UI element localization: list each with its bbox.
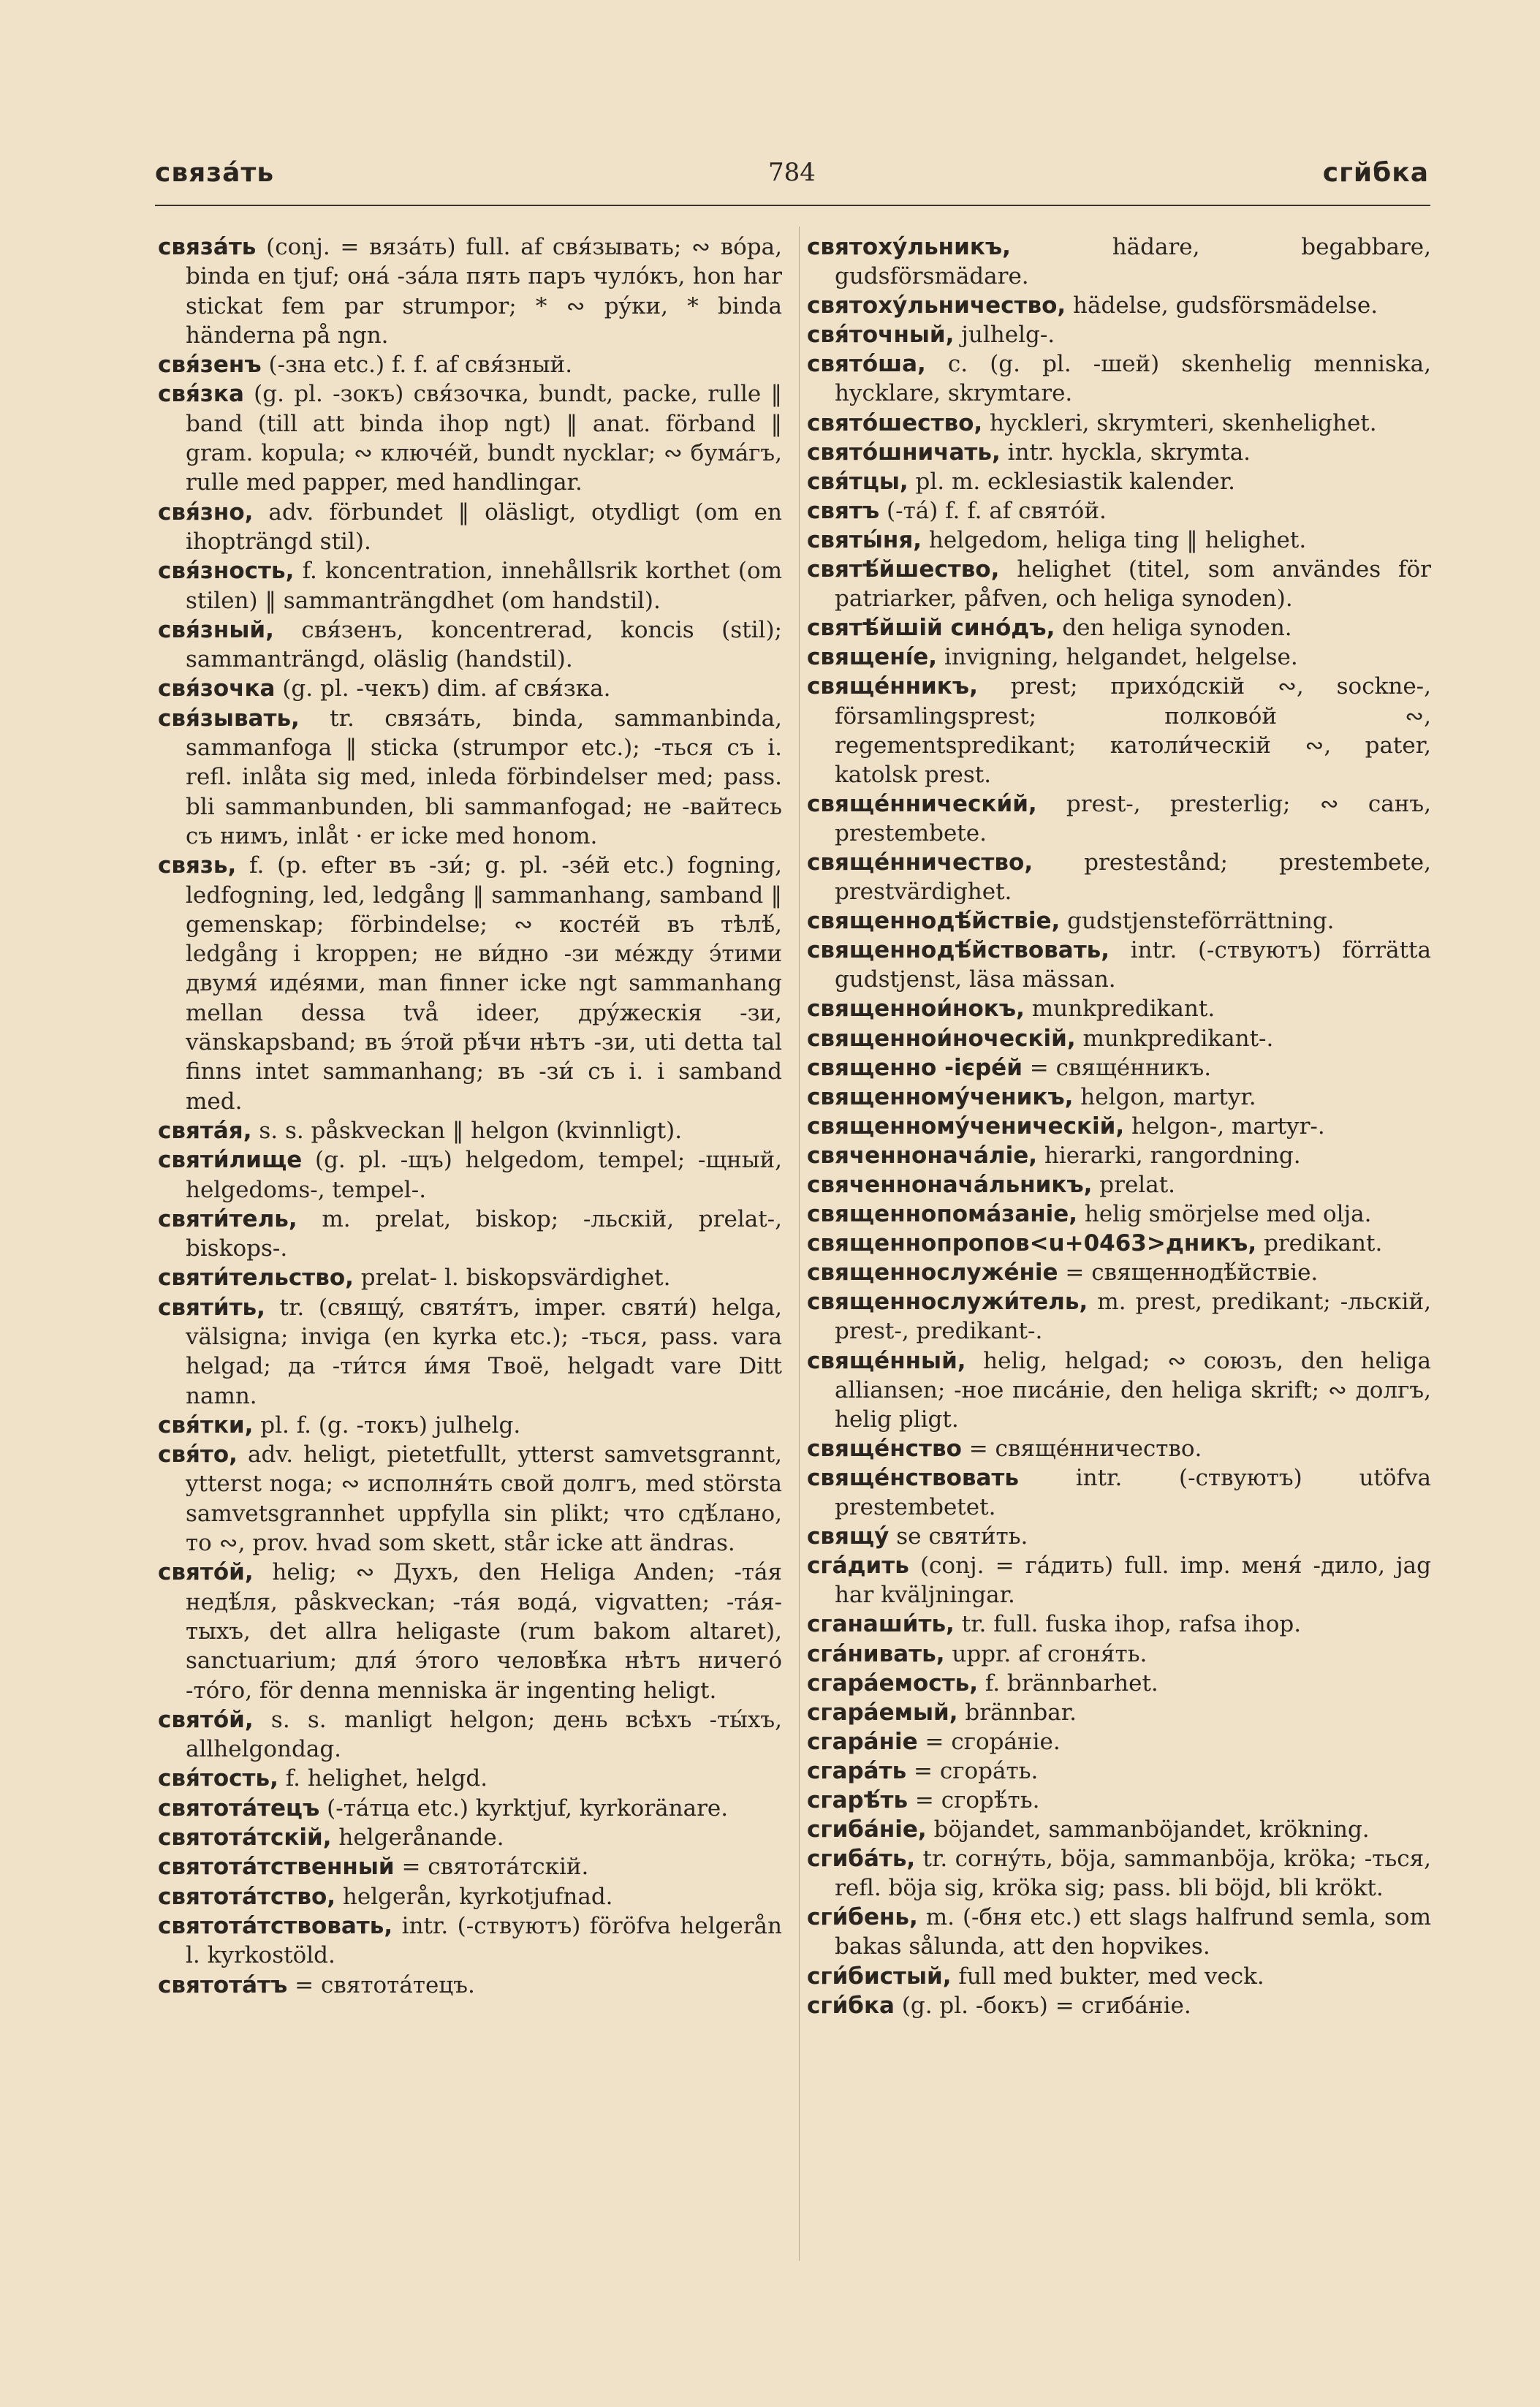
header-right-guide-word: сгйбка	[1322, 158, 1429, 188]
entry-definition: brännbar.	[957, 1699, 1077, 1726]
dictionary-entry	[158, 1145, 782, 1205]
entry-headword: свяченноначáліе,	[807, 1142, 1038, 1169]
entry-headword: сгарáніе	[807, 1728, 918, 1755]
entry-headword: свя́тость,	[158, 1765, 278, 1792]
entry-definition: pl. f. (g. -токъ) julhelg.	[253, 1411, 521, 1438]
dictionary-entry	[158, 1971, 782, 2000]
page-header	[155, 158, 1429, 202]
entry-headword: святъ	[807, 497, 880, 524]
entry-headword: священномýченическій,	[807, 1112, 1125, 1140]
entry-definition: = свящéнникъ.	[1022, 1054, 1212, 1081]
dictionary-entry	[807, 1346, 1431, 1434]
dictionary-entry	[158, 556, 782, 615]
entry-definition: prest; прихóдскій ∾, sockne-, församlingsprest; полковóй ∾, regementspredikant; католи́ческій ∾, pater, katolsk prest.	[835, 673, 1431, 788]
entry-definition: tr. согнýть, böja, sammanböja, kröka; -ться, refl. böja sig, kröka sig; pass. bli böjd, bli krökt.	[835, 1846, 1431, 1902]
dictionary-entry	[158, 1263, 782, 1292]
dictionary-entry	[807, 1640, 1431, 1669]
entry-headword: свя́то,	[158, 1441, 238, 1468]
entry-definition: (g. pl. -чекъ) dim. af свя́зка.	[275, 675, 611, 702]
entry-definition: tr. (свящý, святя́тъ, imper. святи́) helga, välsigna; inviga (en kyrka etc.); -ться, pass. vara helgad; да -ти́тся и́мя Твоё, helgadt vare Ditt namn.	[186, 1294, 782, 1409]
entry-headword: святи́тель,	[158, 1205, 297, 1232]
dictionary-entry	[158, 1205, 782, 1264]
entry-headword: свяченноначáльникъ,	[807, 1172, 1093, 1198]
dictionary-entry	[158, 379, 782, 497]
entry-headword: свя́точный,	[807, 322, 955, 349]
dictionary-entry	[158, 1411, 782, 1440]
entry-definition: hädare, begabbare, gudsförsmädare.	[835, 234, 1431, 290]
entry-definition: munkpredikant.	[1024, 996, 1215, 1023]
entry-headword: святóша,	[807, 351, 926, 378]
dictionary-entry	[807, 1962, 1431, 1991]
entry-definition: helig, helgad; ∾ союзъ, den heliga alliansen; -ное писáніе, den heliga skrift; ∾ долгъ, helig pligt.	[835, 1347, 1431, 1433]
entry-headword: свя́зочка	[158, 675, 276, 702]
dictionary-entry	[807, 1229, 1431, 1258]
dictionary-entry	[158, 1794, 782, 1823]
entry-headword: святáя,	[158, 1117, 252, 1144]
dictionary-entry	[158, 1852, 782, 1881]
entry-headword: свя́зный,	[158, 616, 274, 643]
dictionary-entry	[158, 232, 782, 350]
dictionary-entry	[158, 1911, 782, 1971]
entry-definition: hierarki, rangordning.	[1037, 1142, 1301, 1169]
entry-definition: prest-, presterlig; ∾ санъ, prestembete.	[835, 790, 1431, 846]
entry-headword: священно -ієрéй	[807, 1054, 1023, 1081]
dictionary-entry	[807, 232, 1431, 291]
entry-definition: helgerånande.	[331, 1824, 504, 1851]
entry-headword: сгáдить	[807, 1553, 909, 1580]
dictionary-entry	[807, 848, 1431, 906]
dictionary-entry	[807, 906, 1431, 936]
entry-definition: gudstjensteförrättning.	[1060, 908, 1335, 935]
entry-definition: = сгорáть.	[906, 1757, 1039, 1784]
entry-headword: сгибáніе,	[807, 1816, 927, 1843]
dictionary-entry	[807, 1815, 1431, 1844]
entry-headword: святохýльничество,	[807, 292, 1066, 319]
entry-headword: святи́ть,	[158, 1294, 265, 1321]
entry-definition: pl. m. ecklesiastik kalender.	[908, 468, 1236, 495]
dictionary-entry	[807, 1287, 1431, 1346]
entry-headword: сганаши́ть,	[807, 1611, 955, 1638]
entry-definition: prelat- l. biskopsvärdighet.	[353, 1265, 671, 1292]
entry-definition: (g. pl. -бокъ) = сгибáніе.	[894, 1992, 1191, 2019]
dictionary-entry	[807, 1083, 1431, 1112]
dictionary-entry	[807, 555, 1431, 613]
dictionary-entry	[158, 1882, 782, 1911]
entry-headword: святóй,	[158, 1706, 254, 1733]
dictionary-entry	[807, 1522, 1431, 1551]
entry-definition: helgerån, kyrkotjufnad.	[335, 1883, 613, 1910]
entry-definition: hädelse, gudsförsmädelse.	[1066, 292, 1378, 319]
entry-definition: se святи́ть.	[889, 1523, 1028, 1550]
dictionary-entry	[158, 498, 782, 557]
entry-definition: (-тáтца etc.) kyrktjuf, kyrkoränare.	[319, 1794, 729, 1822]
entry-definition: (-тá) f. f. af святóй.	[879, 497, 1107, 524]
dictionary-entry	[807, 409, 1431, 438]
dictionary-entry	[807, 496, 1431, 526]
entry-definition: f. brännbarhet.	[977, 1669, 1158, 1697]
entry-headword: сгáнивать,	[807, 1640, 945, 1667]
entry-headword: священнопропов<u+0463>дникъ,	[807, 1230, 1257, 1257]
entry-definition: intr. (-ствуютъ) föröfva helgerån l. kyrkostöld.	[186, 1912, 782, 1969]
dictionary-entry	[158, 1764, 782, 1793]
entry-definition: (conj. = вязáть) full. af свя́зывать; ∾ вóра, binda en tjuf; онá -зáла пять паръ чулóкъ, hon har stickat fem par strumpor; * ∾ рýки, * binda händerna på ngn.	[186, 234, 782, 349]
entry-definition: intr. hyckla, skrymta.	[1000, 439, 1251, 466]
entry-definition: свя́зенъ, koncentrerad, koncis (stil); sammanträngd, oläslig (handstil).	[186, 616, 782, 673]
entry-definition: = святотáтецъ.	[287, 1971, 475, 1998]
entry-headword: сги́бистый,	[807, 1963, 952, 1990]
dictionary-entry	[158, 350, 782, 379]
entry-definition: julhelg-.	[954, 322, 1055, 349]
entry-definition: helgedom, heliga ting ‖ helighet.	[922, 526, 1307, 553]
entry-definition: intr. (-ствуютъ) utöfva prestembetet.	[835, 1464, 1431, 1521]
entry-headword: свящéннически́й,	[807, 790, 1037, 817]
entry-definition: (g. pl. -зокъ) свя́зочка, bundt, packe, rulle ‖ band (till att binda ihop ngt) ‖ anat. förband ‖ gram. kopula; ∾ ключéй, bundt nycklar; ∾ бумáгъ, rulle med papper, med handlingar.	[186, 381, 782, 496]
entry-headword: священнопомáзаніе,	[807, 1201, 1078, 1228]
dictionary-entry	[807, 526, 1431, 555]
entry-definition: (g. pl. -щъ) helgedom, tempel; -щный, helgedoms-, tempel-.	[186, 1147, 782, 1203]
entry-definition: helig; ∾ Духъ, den Heliga Anden; -тáя недѣ́ля, påskveckan; -тáя водá, vigvatten; -тáя-тыхъ, det allra heligaste (rum bakom altaret), sanctuarium; для́ э́того человѣ́ка нѣтъ ничегó -тóго, för denna menniska är ingenting heligt.	[186, 1559, 782, 1704]
dictionary-entry	[807, 613, 1431, 643]
dictionary-entry	[807, 349, 1431, 408]
entry-definition: helig smörjelse med olja.	[1077, 1201, 1372, 1228]
entry-headword: священнои́нокъ,	[807, 996, 1025, 1023]
entry-definition: den heliga synoden.	[1055, 615, 1292, 642]
dictionary-entry	[158, 851, 782, 1116]
dictionary-entry	[807, 1756, 1431, 1786]
entry-headword: свящéнный,	[807, 1347, 966, 1374]
entry-definition: f. helighet, helgd.	[278, 1765, 488, 1792]
entry-headword: святѣ́йшій синóдъ,	[807, 615, 1055, 642]
entry-headword: свящéнство	[807, 1435, 962, 1462]
entry-definition: prestestånd; prestembete, prestvärdighet.	[835, 849, 1431, 906]
dictionary-entry	[807, 1141, 1431, 1170]
dictionary-entry	[807, 1199, 1431, 1229]
entry-headword: святóшество,	[807, 409, 983, 436]
entry-definition: (conj. = гáдить) full. imp. меня́ -дило, jag har kväljningar.	[835, 1553, 1431, 1609]
entry-headword: святóй,	[158, 1559, 254, 1586]
entry-headword: святотáтецъ	[158, 1794, 320, 1822]
dictionary-entry	[807, 672, 1431, 789]
entry-headword: сгибáть,	[807, 1846, 916, 1873]
entry-headword: сгарáть	[807, 1757, 907, 1784]
entry-headword: священнодѣ́йствовать,	[807, 937, 1110, 964]
header-rule	[155, 205, 1430, 206]
dictionary-entry	[158, 704, 782, 851]
entry-headword: свящéнникъ,	[807, 673, 978, 700]
dictionary-entry	[807, 1112, 1431, 1141]
entry-headword: свя́зка	[158, 381, 244, 408]
entry-headword: священнои́ноческій,	[807, 1025, 1076, 1052]
dictionary-entry	[807, 1434, 1431, 1463]
entry-headword: связáть	[158, 234, 257, 260]
entry-headword: священномýченикъ,	[807, 1083, 1074, 1110]
dictionary-entry	[807, 789, 1431, 848]
dictionary-entry	[807, 467, 1431, 496]
entry-definition: helgon-, martyr-.	[1124, 1112, 1325, 1140]
entry-definition: = свящéнничество.	[961, 1435, 1202, 1462]
right-column	[807, 232, 1431, 2020]
entry-headword: сги́бень,	[807, 1904, 918, 1931]
entry-headword: святы́ня,	[807, 526, 922, 553]
entry-headword: святохýльникъ,	[807, 234, 1011, 260]
entry-headword: связь,	[158, 852, 237, 879]
dictionary-entry	[807, 1698, 1431, 1727]
entry-definition: full med bukter, med veck.	[951, 1963, 1264, 1990]
entry-headword: сги́бка	[807, 1992, 895, 2019]
entry-definition: = священнодѣ́йствіе.	[1058, 1259, 1319, 1286]
page-number: 784	[768, 158, 816, 187]
entry-headword: святотáтскій,	[158, 1824, 332, 1851]
entry-headword: свя́тцы,	[807, 468, 909, 495]
entry-headword: свящý	[807, 1523, 890, 1550]
entry-headword: святи́тельство,	[158, 1265, 354, 1292]
entry-definition: s. s. manligt helgon; день всѣхъ -ты́хъ, allhelgondag.	[186, 1706, 782, 1763]
entry-definition: c. (g. pl. -шей) skenhelig menniska, hycklare, skrymtare.	[835, 351, 1431, 407]
entry-headword: сгарѣ́ть	[807, 1786, 909, 1813]
entry-headword: святотáтственный	[158, 1854, 395, 1881]
dictionary-entry	[158, 1440, 782, 1558]
entry-definition: prelat.	[1092, 1172, 1176, 1198]
entry-definition: = сгорáніе.	[917, 1728, 1061, 1755]
entry-definition: munkpredikant-.	[1075, 1025, 1274, 1052]
dictionary-entry	[158, 674, 782, 703]
entry-headword: святóшничать,	[807, 439, 1001, 466]
dictionary-entry	[807, 936, 1431, 994]
header-left-guide-word: связáть	[155, 158, 275, 188]
entry-definition: helighet (titel, som användes för patriarker, påfven, och heliga synoden).	[835, 556, 1431, 613]
entry-headword: святотáтство,	[158, 1883, 336, 1910]
entry-headword: свя́зенъ	[158, 352, 262, 379]
dictionary-entry	[807, 1991, 1431, 2020]
entry-headword: сгарáемый,	[807, 1699, 958, 1726]
dictionary-entry	[807, 1786, 1431, 1815]
entry-headword: свящéнствовать	[807, 1464, 1019, 1491]
entry-definition: m. prelat, biskop; -льскій, prelat-, biskops-.	[186, 1205, 782, 1262]
entry-headword: святотáтъ	[158, 1971, 288, 1998]
entry-headword: свя́зность,	[158, 558, 295, 585]
dictionary-entry	[807, 1170, 1431, 1199]
entry-headword: священнодѣ́йствіе,	[807, 908, 1061, 935]
dictionary-entry	[158, 1293, 782, 1411]
entry-headword: свящéнничество,	[807, 849, 1033, 876]
entry-definition: f. (p. efter въ -зи́; g. pl. -зéй etc.) fogning, ledfogning, led, ledgång ‖ sammanhang, samband ‖ gemenskap; förbindelse; ∾ костéй въ тѣлѣ́, ledgång i kroppen; не ви́дно -зи мéжду э́тими двумя́ идéями, man finner icke ngt sammanhang mellan dessa två ideer, дрýжескія -зи, vänskapsband; въ э́той рѣ́чи нѣтъ -зи, uti detta tal finns intet sammanhang; въ -зи́ съ i. i samband med.	[186, 852, 782, 1115]
dictionary-entry	[807, 1258, 1431, 1287]
dictionary-entry	[807, 438, 1431, 467]
dictionary-entry	[807, 994, 1431, 1023]
left-column	[158, 232, 782, 2000]
entry-headword: свя́тки,	[158, 1411, 254, 1438]
entry-definition: predikant.	[1256, 1230, 1383, 1257]
entry-headword: святотáтствовать,	[158, 1912, 393, 1939]
dictionary-entry	[807, 1727, 1431, 1756]
entry-headword: святи́лище	[158, 1147, 303, 1174]
entry-definition: böjandet, sammanböjandet, krökning.	[926, 1816, 1370, 1843]
dictionary-entry	[807, 1610, 1431, 1639]
dictionary-entry	[807, 1669, 1431, 1698]
dictionary-entry	[807, 1844, 1431, 1903]
dictionary-entry	[807, 291, 1431, 320]
entry-headword: священнослужи́тель,	[807, 1289, 1088, 1316]
dictionary-entry	[158, 1705, 782, 1764]
dictionary-entry	[807, 1463, 1431, 1522]
entry-definition: adv. heligt, pietetfullt, ytterst samvetsgrannt, ytterst noga; ∾ исполня́ть свой долгъ, med största samvetsgrannhet uppfylla sin plikt; что сдѣ́лано, то ∾, prov. hvad som skett, står icke att ändras.	[186, 1441, 782, 1557]
entry-definition: helgon, martyr.	[1073, 1083, 1256, 1110]
entry-definition: (-зна etc.) f. f. af свя́зный.	[261, 352, 573, 379]
entry-definition: f. koncentration, innehållsrik korthet (om stilen) ‖ sammanträngdhet (om handstil).	[186, 558, 782, 614]
entry-definition: hyckleri, skrymteri, skenhelighet.	[982, 409, 1377, 436]
entry-headword: священíе,	[807, 644, 938, 671]
entry-definition: tr. full. fuska ihop, rafsa ihop.	[954, 1611, 1302, 1638]
entry-definition: s. s. påskveckan ‖ helgon (kvinnligt).	[251, 1117, 683, 1144]
column-divider	[799, 227, 800, 2261]
entry-definition: uppr. af сгоня́ть.	[944, 1640, 1148, 1667]
dictionary-entry	[158, 1823, 782, 1852]
entry-headword: сгарáемость,	[807, 1669, 978, 1697]
entry-definition: = сгорѣ́ть.	[908, 1786, 1040, 1813]
dictionary-entry	[807, 1024, 1431, 1053]
dictionary-entry	[807, 643, 1431, 672]
entry-definition: adv. förbundet ‖ oläsligt, otydligt (om en ihopträngd stil).	[186, 499, 782, 555]
entry-definition: invigning, helgandet, helgelse.	[937, 644, 1298, 671]
entry-definition: intr. (-ствуютъ) förrätta gudstjenst, läsa mässan.	[835, 937, 1431, 993]
entry-definition: m. (-бня etc.) ett slags halfrund semla, som bakas sålunda, att den hopvikes.	[835, 1904, 1431, 1960]
entry-headword: свя́зывать,	[158, 705, 300, 732]
dictionary-entry	[807, 320, 1431, 349]
dictionary-entry	[807, 1903, 1431, 1961]
entry-headword: свя́зно,	[158, 499, 254, 526]
entry-headword: святѣ́йшество,	[807, 556, 1000, 583]
entry-headword: священнослужéніе	[807, 1259, 1058, 1286]
dictionary-entry	[158, 1116, 782, 1145]
dictionary-entry	[158, 615, 782, 675]
entry-definition: = святотáтскій.	[394, 1854, 589, 1881]
entry-definition: tr. связáть, binda, sammanbinda, sammanfoga ‖ sticka (strumpor etc.); -ться съ i. refl. inlåta sig med, inleda förbindelser med; pass. bli sammanbunden, bli sammanfogad; не -вайтесь съ нимъ, inlåt · er icke med honom.	[186, 705, 782, 849]
dictionary-entry	[807, 1053, 1431, 1083]
dictionary-entry	[807, 1551, 1431, 1610]
entry-definition: m. prest, predikant; -льскій, prest-, predikant-.	[835, 1289, 1431, 1345]
dictionary-entry	[158, 1558, 782, 1705]
